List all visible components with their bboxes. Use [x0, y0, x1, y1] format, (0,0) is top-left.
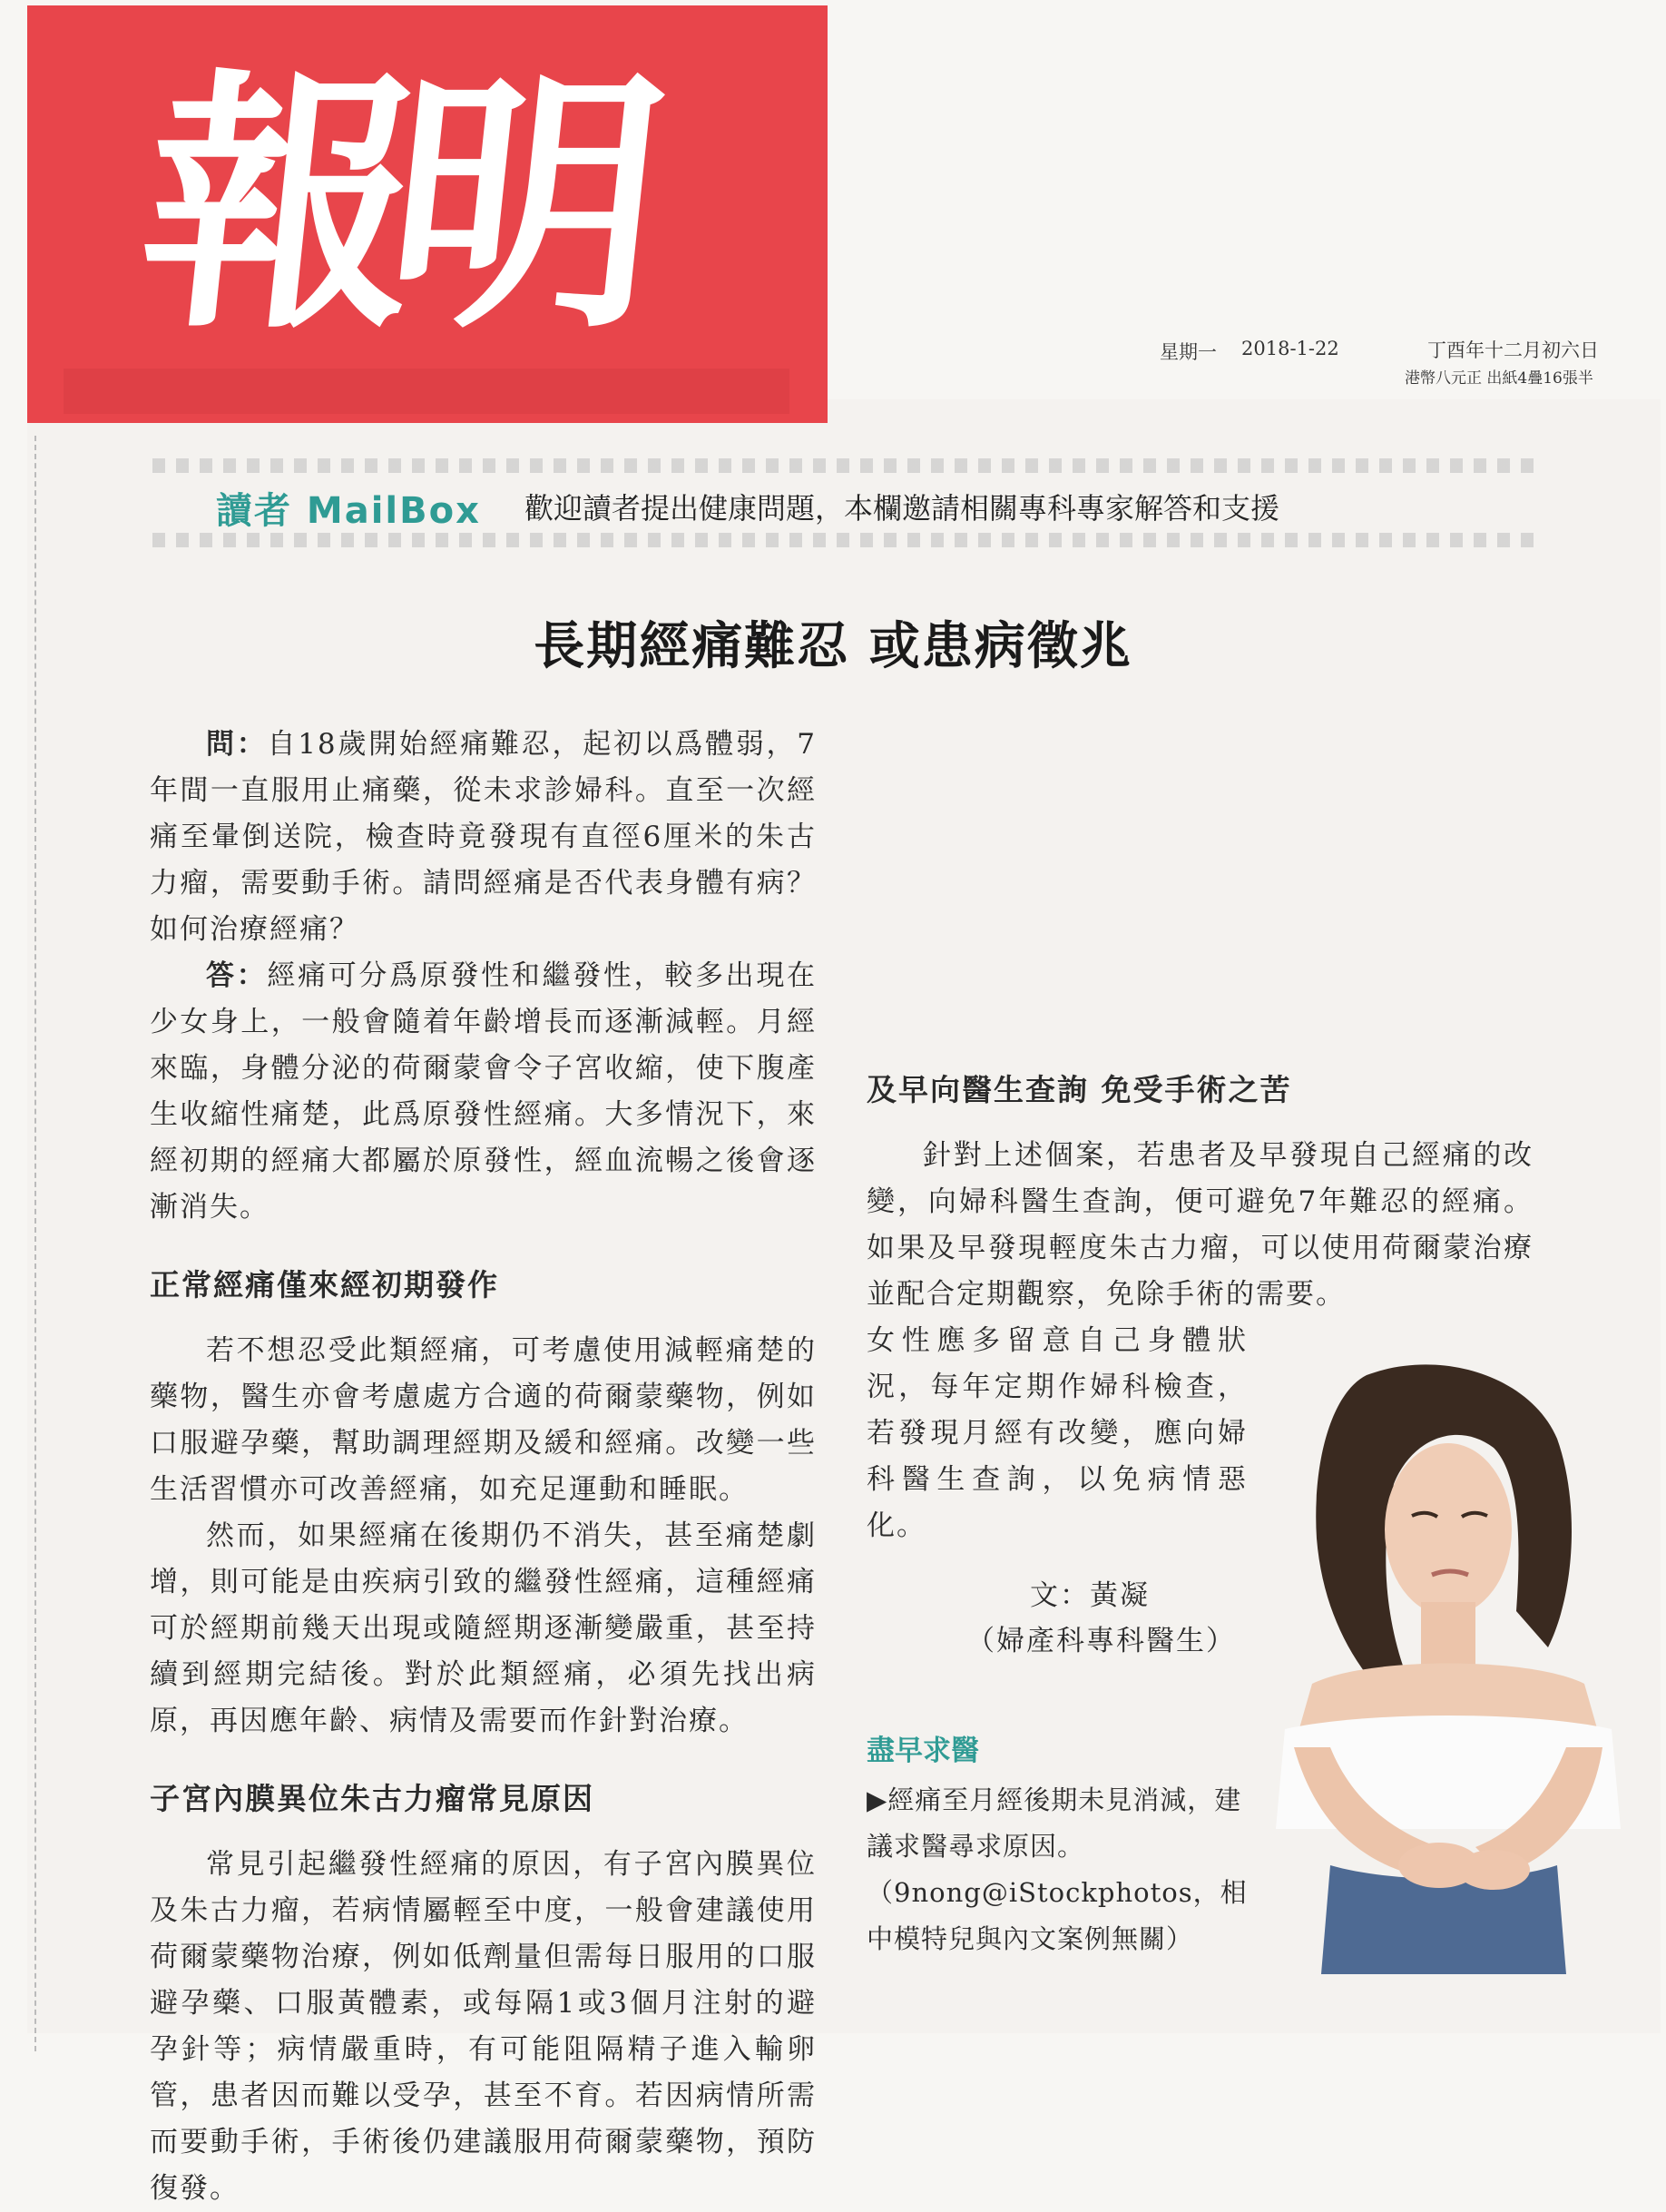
subhead-early-consult: 及早向醫生查詢 免受手術之苦 [867, 1072, 1292, 1107]
masthead [27, 5, 828, 423]
article-column-left [150, 722, 817, 2212]
dateline [1114, 292, 1641, 392]
author-role: （婦產科專科醫生） [966, 1625, 1236, 1657]
answer-lead: 答： [206, 959, 268, 992]
subhead-normal-pain: 正常經痛僅來經初期發作 [150, 1267, 499, 1303]
dateline-lunar-date: 丁酉年十二月初六日 [1427, 339, 1599, 361]
question-lead: 問： [206, 728, 268, 761]
answer-paragraph [150, 953, 817, 1231]
dateline-weekday: 星期一 [1160, 341, 1217, 363]
banner-description: 歡迎讀者提出健康問題，本欄邀請相關專科專家解答和支援 [524, 491, 1280, 526]
answer-text: 經痛可分爲原發性和繼發性，較多出現在少女身上，一般會隨着年齡增長而逐漸減輕。月經來臨，身體分泌的荷爾蒙會令子宮收縮，使下腹產生收縮性痛楚，此爲原發性經痛。大多情況下，來經初期的經痛大都屬於原發性，經血流暢之後會逐漸消失。 [150, 959, 818, 1224]
photo-caption [867, 1777, 1248, 1962]
caption-text: ▶經痛至月經後期未見消減，建議求醫尋求原因。 [867, 1784, 1242, 1862]
banner-dots-bottom [152, 533, 1541, 547]
banner-label: 讀者 MailBox [216, 490, 481, 532]
woman-abdominal-pain-photo [1230, 1321, 1621, 1974]
dateline-date: 2018-1-22 [1241, 338, 1339, 359]
caption-title: 盡早求醫 [867, 1735, 979, 1767]
article-headline: 長期經痛難忍 或患病徵兆 [534, 616, 1132, 676]
newspaper-logo: 報明 [128, 44, 652, 365]
banner-dots-top [152, 458, 1541, 473]
dateline-price: 港幣八元正 出紙4疊16張半 [1405, 369, 1593, 388]
body-paragraph: 女性應多留意自己身體狀況，每年定期作婦科檢查，若發現月經有改變，應向婦科醫生查詢，以免病情惡化。 [867, 1324, 1248, 1542]
masthead-shadow [64, 369, 789, 414]
author-name: 文：黃凝 [1030, 1579, 1150, 1612]
body-paragraph: 然而，如果經痛在後期仍不消失，甚至痛楚劇增，則可能是由疾病引致的繼發性經痛，這種經痛可於經期前幾天出現或隨經期逐漸變嚴重，甚至持續到經期完結後。對於此類經痛，必須先找出病原，再因應年齡、病情及需要而作針對治療。 [150, 1519, 817, 1737]
mailbox-banner [152, 458, 1541, 554]
question-paragraph [150, 722, 817, 953]
body-paragraph: 常見引起繼發性經痛的原因，有子宮內膜異位及朱古力瘤，若病情屬輕至中度，一般會建議使用荷爾蒙藥物治療，例如低劑量但需每日服用的口服避孕藥、口服黃體素，或每隔1或3個月注射的避孕針等；病情嚴重時，有可能阻隔精子進入輸卵管，患者因而難以受孕，甚至不育。若因病情所需而要動手術，手術後仍建議服用荷爾蒙藥物，預防復發。 [150, 1848, 817, 2205]
subhead-endometriosis: 子宮內膜異位朱古力瘤常見原因 [150, 1781, 594, 1816]
body-paragraph: 針對上述個案，若患者及早發現自己經痛的改變，向婦科醫生查詢，便可避免7年難忍的經痛。如果及早發現輕度朱古力瘤，可以使用荷爾蒙治療並配合定期觀察，免除手術的需要。 [867, 1139, 1534, 1311]
question-text: 自18歲開始經痛難忍，起初以爲體弱，7年間一直服用止痛藥，從未求診婦科。直至一次經痛至暈倒送院，檢查時竟發現有直徑6厘米的朱古力瘤，需要動手術。請問經痛是否代表身體有病？如何治療經痛？ [150, 728, 818, 946]
body-paragraph: 若不想忍受此類經痛，可考慮使用減輕痛楚的藥物，醫生亦會考慮處方合適的荷爾蒙藥物，例如口服避孕藥，幫助調理經期及緩和經痛。改變一些生活習慣亦可改善經痛，如充足運動和睡眠。 [150, 1334, 817, 1506]
photo-credit: （9nong@iStockphotos，相中模特兒與內文案例無關） [867, 1877, 1248, 1954]
